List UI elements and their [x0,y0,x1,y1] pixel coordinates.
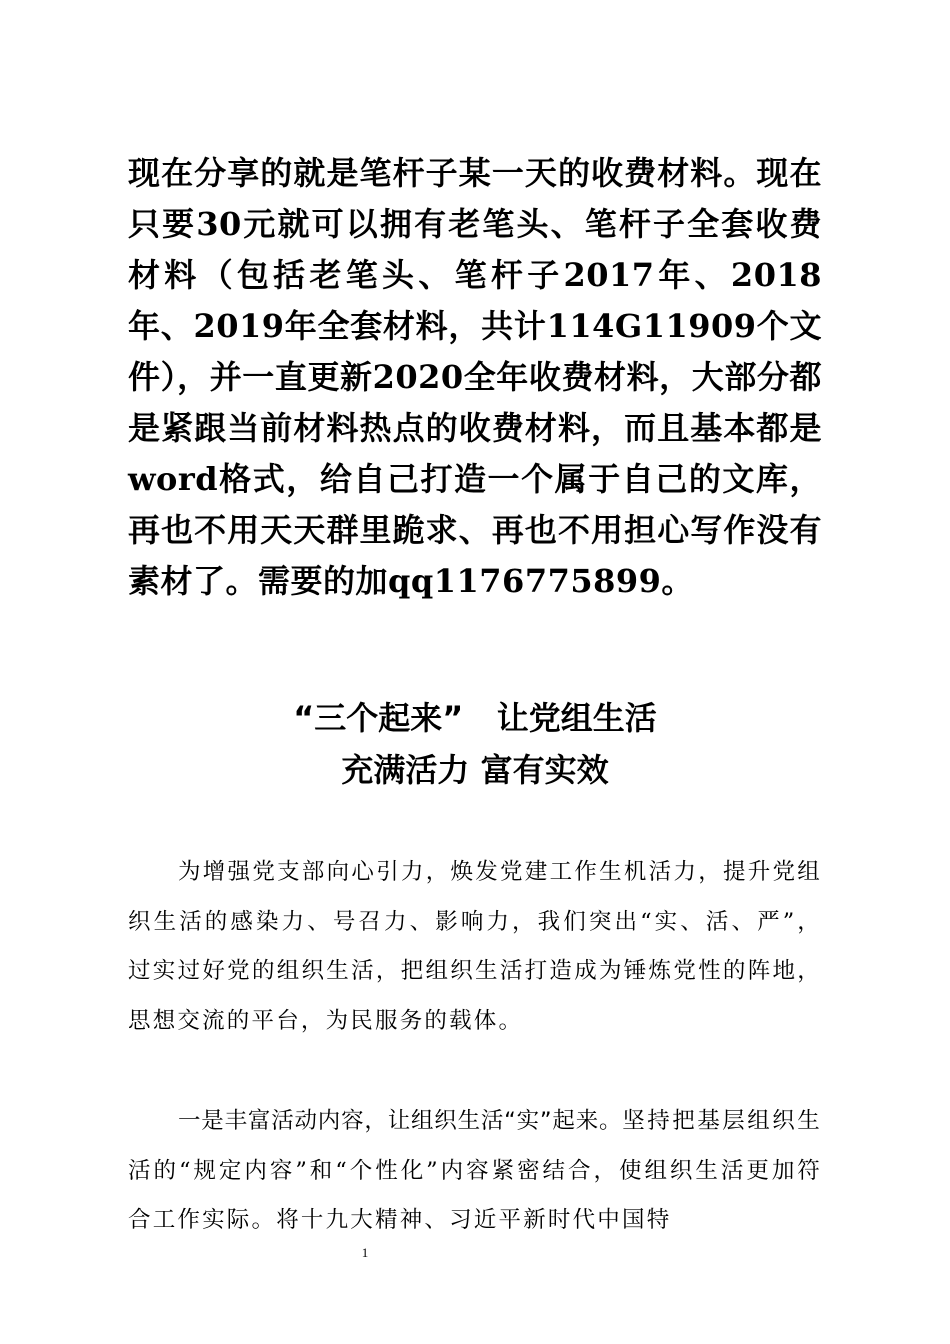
article-title-line-1: “三个起来” 让党组生活 [293,699,657,737]
body-paragraph-2 [128,1097,822,1246]
paragraph-2-lead: 一是丰富活动内容，让组织生活“实”起来。 [178,1108,623,1134]
article-title-line-2: 充满活力 富有实效 [341,751,609,789]
promo-paragraph: 现在分享的就是笔杆子某一天的收费材料。现在只要30元就可以拥有老笔头、笔杆子全套收费材料（包括老笔头、笔杆子2017年、2018年、2019年全套材料，共计114G11909个文件），并一直更新2020全年收费材料，大部分都是紧跟当前材料热点的收费材料，而且基本都是word格式，给自己打造一个属于自己的文库，再也不用天天群里跪求、再也不用担心写作没有素材了。需要的加qq1176775899。 [128,154,822,600]
body-paragraph-1: 为增强党支部向心引力，焕发党建工作生机活力，提升党组织生活的感染力、号召力、影响力，我们突出“实、活、严”，过实过好党的组织生活，把组织生活打造成为锤炼党性的阵地，思想交流的平台，为民服务的载体。 [128,859,822,1034]
page-number: 1 [361,1245,369,1260]
paragraph-2-body: 坚持把基层组织生活的“规定内容”和“个性化”内容紧密结合，使组织生活更加符合工作实际。将十九大精神、习近平新时代中国特 [128,1108,822,1233]
